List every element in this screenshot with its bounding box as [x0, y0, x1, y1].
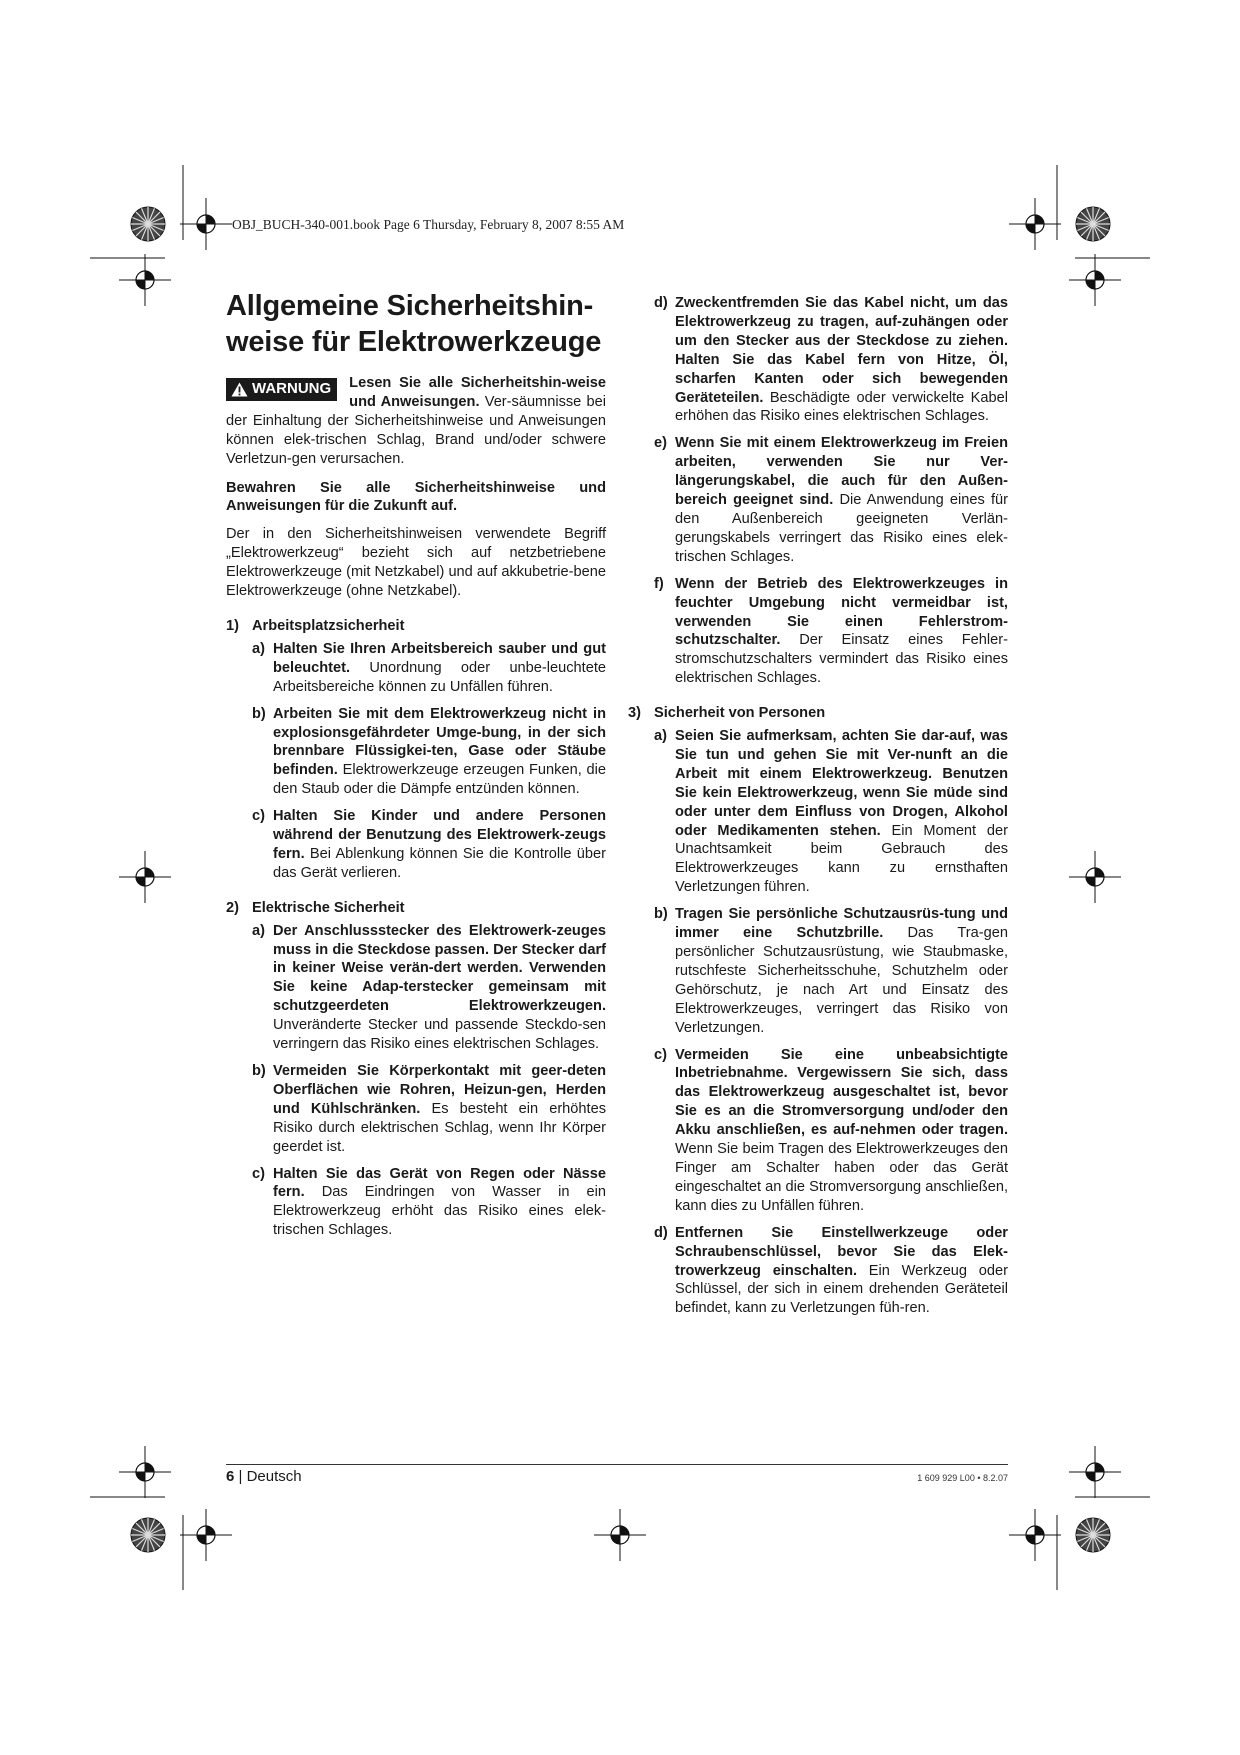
item-letter: a)	[654, 728, 667, 745]
item-text: Das Eindringen von Wasser in ein Elektrowerkzeug erhöht das Risiko eines elek-trischen Schlages.	[273, 1184, 606, 1239]
item-text: Bei Ablenkung können Sie die Kontrolle über das Gerät verlieren.	[273, 845, 606, 881]
item-letter: d)	[654, 295, 668, 311]
warning-badge-label: WARNUNG	[252, 380, 332, 397]
item-text: Elektrowerkzeuge erzeugen Funken, die den Staub oder die Dämpfe entzünden können.	[273, 762, 606, 798]
section-title: Elektrische Sicherheit	[252, 899, 405, 916]
warning-bold: Lesen Sie alle Sicherheitshin-weise und Anweisungen.	[349, 375, 606, 410]
item-letter: a)	[252, 922, 265, 939]
section-number: 2)	[226, 899, 239, 916]
item-letter: c)	[252, 1165, 265, 1182]
item-text: Das Tra-gen persönlicher Schutzausrüstung, wie Staubmaske, rutschfeste Sicherheitsschuhe, Schutzhelm oder Gehörschutz, je nach Art und Einsatz des Elektrowerkzeuges, verringert das Risiko von Verletzungen.	[675, 925, 1008, 1036]
item-bold: Halten Sie Kinder und andere Personen während der Benutzung des Elektrowerk-zeugs fern.	[273, 808, 606, 862]
item-bold: Wenn Sie mit einem Elektrowerkzeug im Freien arbeiten, verwenden Sie nur Ver-längerungskabel, die auch für den Außen-bereich geeignet sind.	[675, 435, 1008, 509]
item-letter: c)	[654, 1046, 667, 1063]
item-bold: Vermeiden Sie Körperkontakt mit geer-deten Oberflächen wie Rohren, Heizun-gen, Herden und Kühlschränken.	[273, 1063, 606, 1117]
section-number: 1)	[226, 617, 239, 634]
item-text: Die Anwendung eines für den Außenbereich geeigneten Verlän-gerungskabels verringert das Risiko eines elek-trischen Schlages.	[675, 492, 1008, 565]
item-text: Der Einsatz eines Fehler-stromschutzschalters vermindert das Risiko eines elektrischen Schlages.	[675, 632, 1008, 687]
item-letter: d)	[654, 1224, 668, 1241]
section-title: Sicherheit von Personen	[654, 705, 826, 722]
footer-doc-code: 1 609 929 L00 • 8.2.07	[917, 1473, 1008, 1483]
item-bold: Tragen Sie persönliche Schutzausrüs-tung und immer eine Schutzbrille.	[675, 906, 1008, 942]
footer-separator: |	[234, 1468, 247, 1485]
item-bold: Seien Sie aufmerksam, achten Sie dar-auf, was Sie tun und gehen Sie mit Ver-nunft an die Arbeit mit einem Elektrowerkzeug. Benutzen Sie kein Elektrowerkzeug, wenn Sie müde sind oder unter dem Einfluss von Drogen, Alkohol oder Medikamenten stehen.	[675, 728, 1008, 839]
definition-paragraph: Der in den Sicherheitshinweisen verwendete Begriff „Elektrowerkzeug“ bezieht sich auf netzbetriebene Elektrowerkzeuge (mit Netzkabel) und auf akkubetrie-bene Elektrowerkzeuge (ohne Netzkabel).	[226, 526, 606, 600]
item-text: Wenn Sie beim Tragen des Elektrowerkzeuges den Finger am Schalter haben oder das Gerät eingeschaltet an die Stromversorgung anschließen, kann dies zu Unfällen führen.	[675, 1141, 1008, 1214]
item-letter: c)	[252, 808, 265, 825]
section-number: 3)	[628, 705, 641, 722]
item-bold: Arbeiten Sie mit dem Elektrowerkzeug nicht in explosionsgefährdeter Umge-bung, in der sich brennbare Flüssigkei-ten, Gase oder Stäube befinden.	[273, 705, 606, 779]
item-text: Es besteht ein erhöhtes Risiko durch elektrischen Schlag, wenn Ihr Körper geerdet ist.	[273, 1100, 606, 1155]
item-letter: f)	[654, 575, 664, 592]
item-text: Ein Werkzeug oder Schlüssel, der sich in einem drehenden Geräteteil befindet, kann zu Verletzungen füh-ren.	[675, 1262, 1008, 1317]
item-letter: b)	[654, 906, 668, 923]
page-title: Allgemeine Sicherheitshin-weise für Elektrowerkzeuge	[226, 290, 602, 358]
item-letter: e)	[654, 435, 667, 452]
item-letter: a)	[252, 640, 265, 657]
footer-language: Deutsch	[246, 1468, 302, 1485]
item-text: Ein Moment der Unachtsamkeit beim Gebrauch des Elektrowerkzeuges kann zu ernsthaften Verletzungen führen.	[675, 822, 1008, 896]
item-bold: Vermeiden Sie eine unbeabsichtigte Inbetriebnahme. Vergewissern Sie sich, dass das Elektrowerkzeug ausgeschaltet ist, bevor Sie es an die Stromversorgung und/oder den Akku anschließen, es auf-nehmen oder tragen.	[675, 1046, 1008, 1139]
book-header-line: OBJ_BUCH-340-001.book Page 6 Thursday, February 8, 2007 8:55 AM	[232, 217, 625, 232]
keep-notice: Bewahren Sie alle Sicherheitshinweise und Anweisungen für die Zukunft auf.	[226, 479, 606, 515]
section-title: Arbeitsplatzsicherheit	[252, 617, 405, 634]
item-bold: Wenn der Betrieb des Elektrowerkzeuges in feuchter Umgebung nicht vermeidbar ist, verwenden Sie einen Fehlerstrom-schutzschalter.	[675, 575, 1008, 649]
item-bold: Halten Sie das Gerät von Regen oder Nässe fern.	[273, 1165, 606, 1201]
item-bold: Halten Sie Ihren Arbeitsbereich sauber und gut beleuchtet.	[273, 640, 606, 676]
item-bold: Zweckentfremden Sie das Kabel nicht, um das Elektrowerkzeug zu tragen, auf-zuhängen oder um den Stecker aus der Steckdose zu ziehen. Halten Sie das Kabel fern von Hitze, Öl, scharfen Kanten oder sich bewegenden Geräteteilen.	[675, 295, 1008, 406]
item-letter: b)	[252, 705, 266, 722]
item-bold: Entfernen Sie Einstellwerkzeuge oder Schraubenschlüssel, bevor Sie das Elek-trowerkzeug einschalten.	[675, 1224, 1008, 1279]
item-letter: b)	[252, 1063, 266, 1079]
item-text: Unveränderte Stecker und passende Steckdo-sen verringern das Risiko eines elektrischen Schlages.	[273, 1017, 606, 1053]
warning-text: Ver-säumnisse bei der Einhaltung der Sicherheitshinweise und Anweisungen können elek-trischen Schlag, Brand und/oder schwere Verletzun-gen verursachen.	[226, 393, 606, 467]
item-bold: Der Anschlussstecker des Elektrowerk-zeuges muss in die Steckdose passen. Der Stecker darf in keiner Weise verän-dert werden. Verwenden Sie keine Adap-terstecker gemeinsam mit schutzgeerdeten Elektrowerkzeugen.	[273, 922, 606, 1015]
page-number: 6	[226, 1468, 235, 1485]
item-text: Unordnung oder unbe-leuchtete Arbeitsbereiche können zu Unfällen führen.	[273, 659, 606, 695]
item-text: Beschädigte oder verwickelte Kabel erhöhen das Risiko eines elektrischen Schlages.	[675, 389, 1008, 425]
